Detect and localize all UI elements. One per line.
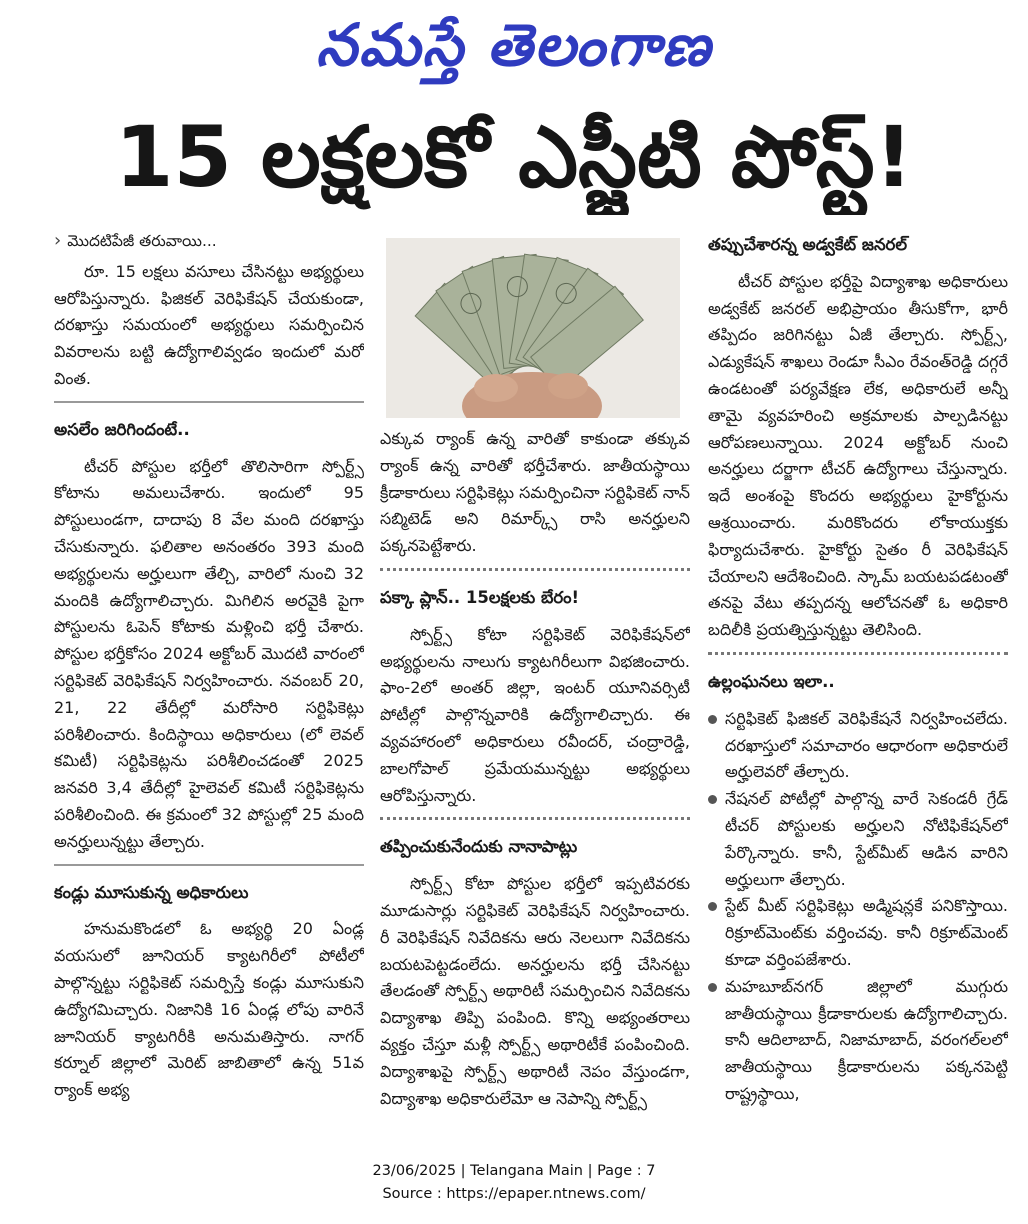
subheading: ఉల్లంఘనలు ఇలా.. [708,671,835,691]
subheading: కండ్లు మూసుకున్న అధికారులు [54,882,249,902]
bullet-icon [708,902,717,911]
subheading: తప్పుచేశారన్న అడ్వకేట్ జనరల్ [708,235,908,254]
bullet-icon [708,715,717,724]
bullet-icon [708,795,717,804]
list-item-text: నేషనల్ పోటీల్లో పాల్గొన్న వారే సెకండరీ గ్రేడ్ టీచర్ పోస్టులకు అర్హులని నోటిఫికేషన్‌లో పేర్కొన్నారు. కానీ, స్టేట్‌మీట్ ఆడిన వారిని అర్హులుగా తేల్చారు. [725,789,1008,889]
paragraph: టీచర్ పోస్టుల భర్తీలో తొలిసారిగా స్పోర్ట్స్ కోటాను అమలుచేశారు. ఇందులో 95 పోస్టులుండగా, దాదాపు 8 వేల మంది దరఖాస్తు చేసుకున్నారు. ఫలితాల అనంతరం 393 మంది అభ్యర్థులను అర్హులుగా తేల్చి, వారిలో నుంచి 32 మందికి ఉద్యోగాలిచ్చారు. మిగిలిన అరవైకి పైగా పోస్టులను ఓపెన్ కోటాకు మళ్లించి భర్తీ చేశారు. పోస్టుల భర్తీకోసం 2024 అక్టోబర్ మొదటి వారంలో సర్టిఫికెట్ వెరిఫికేషన్ నిర్వహించారు. నవంబర్ 20, 21, 22 తేదీల్లో మరోసారి సర్టిఫికెట్లు పరిశీలించారు. కిందిస్థాయి అధికారులు (లో లెవల్ కమిటీ) సర్టిఫికెట్లను పరిశీలించడంతో 2025 జనవరి 3,4 తేదీల్లో హైలెవల్ కమిటీ సర్టిఫికెట్లను పరిశీలించింది. ఈ క్రమంలో 32 పోస్టుల్లో 25 మంది అనర్హులున్నట్టు తేల్చారు. [54,456,364,851]
list-item [708,786,1008,893]
continued-from-front-page [54,228,364,255]
section-divider [54,401,364,403]
article-column-3 [708,228,1008,1148]
list-item [708,974,1008,1108]
bullet-icon [708,983,717,992]
list-item [708,706,1008,786]
currency-notes-photo [386,238,680,418]
section-divider [380,568,690,571]
list-item [708,893,1008,973]
page-info-footer: 23/06/2025 | Telangana Main | Page : 7 [372,1163,656,1179]
rupee-notes-image [386,238,680,418]
paragraph: రూ. 15 లక్షలు వసూలు చేసినట్టు అభ్యర్థులు ఆరోపిస్తున్నారు. ఫిజికల్ వెరిఫికేషన్ చేయకుండా, దరఖాస్తు సమయంలో అభ్యర్థులు సమర్పించిన వివరాలను బట్టి ఉద్యోగాలివ్వడం ఇందులో మరో వింత. [54,261,364,388]
subheading: అసలేం జరిగిందంటే.. [54,419,190,439]
masthead-title: నమస్తే తెలంగాణ [316,11,712,79]
article-column-1 [54,228,364,1148]
paragraph: ఎక్కువ ర్యాంక్ ఉన్న వారితో కాకుండా తక్కువ ర్యాంక్ ఉన్న వారితో భర్తీచేశారు. జాతీయస్థాయి క్రీడాకారులు సర్టిఫికెట్లు సమర్పించినా సర్టిఫికెట్ నాన్ సబ్మిటెడ్ అని రిమార్క్స్ రాసి అనర్హులని పక్కనపెట్టేశారు. [380,429,690,556]
section-divider [380,817,690,820]
paragraph: టీచర్ పోస్టుల భర్తీపై విద్యాశాఖ అధికారులు అడ్వకేట్ జనరల్ అభిప్రాయం తీసుకోగా, భారీ తప్పిదం జరిగినట్టు ఏజీ తేల్చారు. స్పోర్ట్స్, ఎడ్యుకేషన్ శాఖలు రెండూ సీఎం రేవంత్‌రెడ్డి దగ్గరే ఉండటంతో పర్యవేక్షణ లేక, అధికారులే అన్నీ తామై వ్యవహరించి అక్రమాలకు పాల్పడినట్టు ఆరోపణలున్నాయి. 2024 అక్టోబర్ నుంచి అనర్హులు దర్జాగా టీచర్ ఉద్యోగాలు చేస్తున్నారు. ఇదే అంశంపై కొందరు అభ్యర్థులు హైకోర్టును ఆశ్రయించారు. మరికొందరు లోకాయుక్తకు ఫిర్యాదుచేశారు. హైకోర్టు సైతం రీ వెరిఫికేషన్ చేయాలని ఆదేశించింది. స్కామ్ బయటపడటంతో తనపై వేటు తప్పదన్న ఆలోచనతో ఓ అధికారి బదిలీకి ప్రయత్నిస్తున్నట్టు తెలిసింది. [708,271,1008,640]
paragraph: స్పోర్ట్స్ కోటా సర్టిఫికెట్ వెరిఫికేషన్‌లో అభ్యర్థులను నాలుగు క్యాటగిరీలుగా విభజించారు. ఫాం-2లో అంతర్ జిల్లా, ఇంటర్ యూనివర్సిటీ పోటీల్లో పాల్గొన్నవారికి ఉద్యోగాలిచ్చారు. ఈ వ్యవహారంలో అధికారులు రవీందర్, చంద్రారెడ్డి, బాలగోపాల్ ప్రమేయమున్నట్టు అభ్యర్థులు ఆరోపిస్తున్నారు. [380,624,690,805]
article-column-2 [380,228,690,1148]
paragraph: హనుమకొండలో ఓ అభ్యర్థి 20 ఏండ్ల వయసులో జూనియర్ క్యాటగిరీలో పోటీలో పాల్గొన్నట్టు సర్టిఫికెట్ సమర్పిస్తే కండ్లు మూసుకుని ఉద్యోగమిచ్చారు. నిజానికి 16 ఏండ్ల లోపు వారినే జూనియర్ క్యాటగిరీకి అనుమతిస్తారు. నాగర్ కర్నూల్ జిల్లాలో మెరిట్ జాబితాలో ఉన్న 51వ ర్యాంక్ అభ్య [54,919,364,1100]
continued-label: మొదటిపేజీ తరువాయి... [67,232,217,250]
list-item-text: మహబూబ్‌నగర్ జిల్లాలో ముగ్గురు జాతీయస్థాయి క్రీడాకారులకు ఉద్యోగాలిచ్చారు. కానీ ఆదిలాబాద్, నిజామాబాద్, వరంగల్‌లలో జాతీయస్థాయి క్రీడాకారులను పక్కనపెట్టి రాష్ట్రస్థాయి, [725,976,1008,1103]
list-item-text: స్టేట్ మీట్ సర్టిఫికెట్లు అడ్మిషన్లకే పనికొస్తాయి. రిక్రూట్‌మెంట్‌కు వర్తించవు. కానీ రిక్రూట్‌మెంట్ కూడా వర్తింపజేశారు. [725,896,1008,969]
section-divider [708,652,1008,655]
paragraph: స్పోర్ట్స్ కోటా పోస్టుల భర్తీలో ఇప్పటివరకు మూడుసార్లు సర్టిఫికెట్ వెరిఫికేషన్ నిర్వహించారు. రీ వెరిఫికేషన్ నివేదికను ఆరు నెలలుగా నివేదికను బయటపెట్టడంలేదు. అనర్హులను భర్తీ చేసినట్టు తేలడంతో స్పోర్ట్స్ అథారిటీ సమర్పించిన నివేదికను విద్యాశాఖ తిప్పి పంపింది. కొన్ని అభ్యంతరాలు వ్యక్తం చేస్తూ మళ్లీ స్పోర్ట్స్ అథారిటీకే పంపించింది. విద్యాశాఖపై స్పోర్ట్స్ అథారిటీ నెపం వేస్తుండగా, విద్యాశాఖ అధికారులేమో ఆ నెపాన్ని స్పోర్ట్స్ [380,874,690,1108]
subheading: పక్కా ప్లాన్.. 15లక్షలకు బేరం! [380,587,580,607]
newspaper-masthead [0,6,1028,86]
article-headline: 15 లక్షలకో ఎస్జీటి పోస్ట్! [115,108,913,206]
subheading: తప్పించుకునేందుకు నానాపాట్లు [380,837,578,857]
chevron-right-icon: › [54,230,62,251]
source-footer: Source : https://epaper.ntnews.com/ [382,1186,646,1202]
section-divider [54,864,364,866]
list-item-text: సర్టిఫికెట్ ఫిజికల్ వెరిఫికేషనే నిర్వహించలేదు. దరఖాస్తులో సమాచారం ఆధారంగా అధికారులే అర్హులెవరో తేల్చారు. [725,708,1008,782]
